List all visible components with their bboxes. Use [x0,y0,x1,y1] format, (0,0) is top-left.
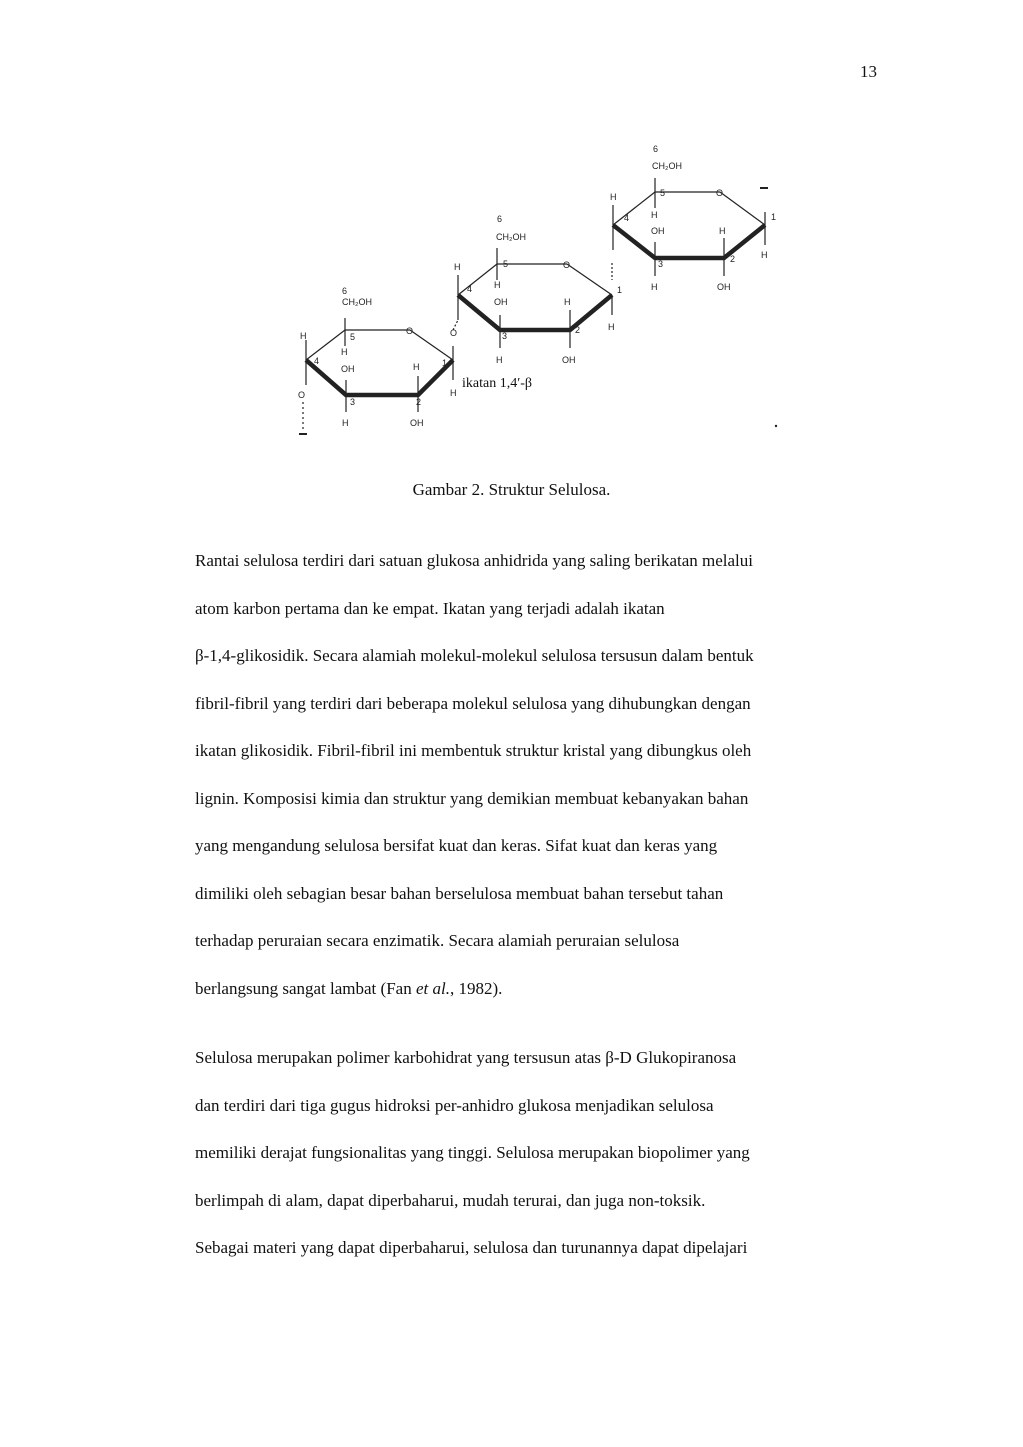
atom-label: O [563,260,571,270]
paragraph-2 [195,1047,895,1285]
atom-label: O [406,326,414,336]
text-line: Rantai selulosa terdiri dari satuan glukosa anhidrida yang saling berikatan melalui [195,551,754,570]
atom-label: OH [494,297,508,307]
atom-label: H [342,418,349,428]
atom-label: 5 [503,259,509,269]
atom-label: OH [410,418,424,428]
atom-label: 2 [730,254,736,264]
atom-label: O [450,328,458,338]
text-line: Sebagai materi yang dapat diperbaharui, selulosa dan turunannya dapat dipelajari [195,1238,748,1257]
atom-label: H [413,362,420,372]
atom-label: H [761,250,768,260]
atom-label: H [608,322,615,332]
text-line: dimiliki oleh sebagian besar bahan berselulosa membuat bahan tersebut tahan [195,883,724,903]
linkage-label: ikatan 1,4′-β [462,376,533,391]
text-line: dan terdiri dari tiga gugus hidroksi per-anhidro glukosa menjadikan selulosa [195,1095,714,1115]
text-line: fibril-fibril yang terdiri dari beberapa molekul selulosa yang dihubungkan dengan [195,693,751,713]
cellulose-structure-figure [290,140,790,440]
atom-label: 4 [624,213,630,223]
atom-label: H [496,355,503,365]
text-line: β-1,4-glikosidik. Secara alamiah molekul-molekul selulosa tersusun dalam bentuk [195,646,754,665]
atom-label: H [450,388,457,398]
text-line: atom karbon pertama dan ke empat. Ikatan yang terjadi adalah ikatan [195,598,665,618]
atom-label: OH [341,364,355,374]
atom-label: H [610,192,617,202]
glucose-ring-2 [453,248,612,348]
atom-label: O [716,188,724,198]
atom-label: CH₂OH [652,161,682,171]
atom-label: H [341,347,348,357]
text-line: Selulosa merupakan polimer karbohidrat yang tersusun atas β-D Glukopiranosa [195,1048,737,1067]
paragraph-1 [195,550,895,1025]
atom-label: 6 [342,286,348,296]
atom-label: 1 [771,212,777,222]
text-line: memiliki derajat fungsionalitas yang tinggi. Selulosa merupakan biopolimer yang [195,1143,750,1162]
atom-label: 1 [442,358,448,368]
atom-label: O [298,390,306,400]
atom-label: H [300,331,307,341]
atom-label: 2 [575,325,581,335]
atom-label: 5 [350,332,356,342]
atom-label: CH₂OH [342,297,372,307]
atom-label: 6 [497,214,503,224]
atom-label: 4 [467,284,473,294]
atom-label: H [651,282,658,292]
atom-label: 3 [350,397,356,407]
page-number: 13 [860,62,877,81]
citation-italic: et al. [415,978,450,998]
atom-label: 3 [502,331,508,341]
text-span: , 1982). [449,978,503,998]
atom-label: H [494,280,501,290]
text-line: lignin. Komposisi kimia dan struktur yang demikian membuat kebanyakan bahan [195,788,749,808]
atom-label: 1 [617,285,623,295]
glucose-ring-1 [303,318,453,430]
text-line: berlimpah di alam, dapat diperbaharui, mudah terurai, dan juga non-toksik. [195,1190,706,1210]
atom-label: H [454,262,461,272]
text-line: terhadap peruraian secara enzimatik. Secara alamiah peruraian selulosa [195,931,680,950]
atom-label: OH [651,226,665,236]
atom-label: 3 [658,259,664,269]
text-line: yang mengandung selulosa bersifat kuat dan keras. Sifat kuat dan keras yang [195,836,718,855]
text-span: berlangsung sangat lambat (Fan [195,978,416,998]
atom-label: H [651,210,658,220]
atom-label: 2 [416,397,422,407]
atom-label: CH₂OH [496,232,526,242]
glucose-ring-3 [612,178,765,280]
atom-label: OH [717,282,731,292]
cellulose-structure-diagram [290,140,790,440]
atom-label: H [564,297,571,307]
atom-label: 4 [314,356,320,366]
atom-label: 6 [653,144,659,154]
text-line-citation [195,978,895,1026]
figure-caption: Gambar 2. Struktur Selulosa. [412,480,611,499]
atom-label: 5 [660,188,666,198]
atom-label: OH [562,355,576,365]
atom-label: H [719,226,726,236]
text-line: ikatan glikosidik. Fibril-fibril ini membentuk struktur kristal yang dibungkus oleh [195,741,752,760]
